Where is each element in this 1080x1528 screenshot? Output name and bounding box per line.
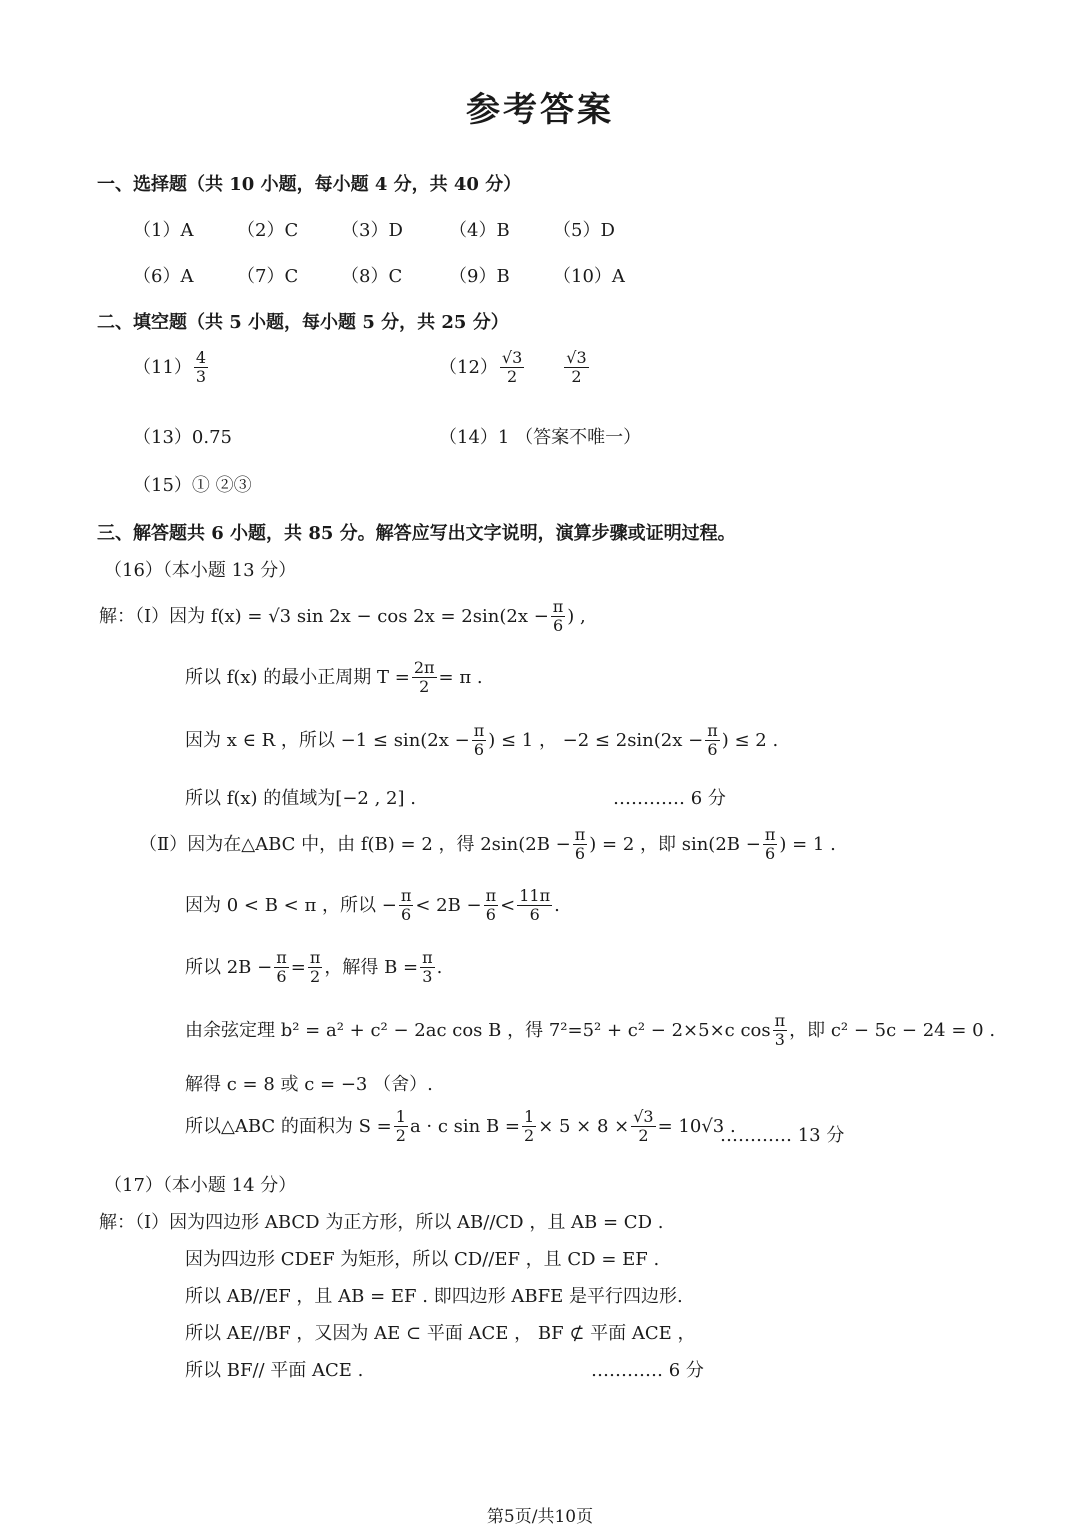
answer-2: （2）C bbox=[237, 220, 299, 241]
q16-line-2: 所以 f(x) 的最小正周期 T = $\frac{2\pi}{2}$ = π . bbox=[185, 658, 483, 697]
fraction: $\frac{√3}{2}$ bbox=[566, 348, 587, 387]
q17-header: （17）（本小题 14 分） bbox=[104, 1175, 297, 1196]
fraction: $\frac{\pi}{6}$ bbox=[552, 597, 564, 636]
page-footer: 第5页/共10页 bbox=[486, 1507, 594, 1527]
q17-line-2: 因为四边形 CDEF 为矩形，所以 CD//EF ，且 CD = EF . bbox=[185, 1249, 660, 1270]
fraction: $\frac{2\pi}{2}$ bbox=[413, 658, 435, 697]
fraction: $\frac{\pi}{6}$ bbox=[276, 948, 287, 987]
answer-9: （9）B bbox=[449, 266, 510, 287]
answer-11-label: （11） bbox=[133, 356, 192, 378]
fraction: $\frac{\pi}{6}$ bbox=[485, 886, 497, 925]
fraction: $\frac{\pi}{6}$ bbox=[764, 825, 776, 864]
answer-6: （6）A bbox=[133, 266, 194, 287]
fraction: $\frac{4}{3}$ bbox=[195, 348, 207, 387]
answer-13: （13）0.75 bbox=[133, 427, 232, 448]
answer-11 bbox=[133, 349, 210, 387]
fraction: $\frac{\pi}{6}$ bbox=[574, 825, 586, 864]
q16-line-4: 所以 f(x) 的值域为[−2 , 2] . bbox=[185, 788, 416, 809]
q16-line-3: 因为 x ∈ R ，所以 −1 ≤ sin(2x − $\frac{\pi}{6}$ ) ≤ 1 ， −2 ≤ 2sin(2x − $\frac{\pi}{6}$ ) ≤ 2 . bbox=[185, 721, 779, 760]
fraction: $\frac{\pi}{3}$ bbox=[774, 1011, 786, 1050]
score-6: ………… 6 分 bbox=[613, 788, 726, 809]
section1-heading: 一、选择题（共 10 小题，每小题 4 分，共 40 分） bbox=[97, 174, 522, 195]
q17-line-5: 所以 BF// 平面 ACE . bbox=[185, 1360, 364, 1381]
q17-line-1: 解：（Ⅰ）因为四边形 ABCD 为正方形，所以 AB//CD ，且 AB = CD . bbox=[99, 1212, 664, 1233]
answer-15: （15）① ②③ bbox=[133, 475, 252, 496]
page-title: 参考答案 bbox=[466, 90, 614, 130]
fraction: $\frac{1}{2}$ bbox=[524, 1107, 535, 1146]
answer-12-label: （12） bbox=[439, 356, 498, 378]
answer-14: （14）1 （答案不唯一） bbox=[439, 427, 642, 448]
q16-line-8: 由余弦定理 b² = a² + c² − 2ac cos B ，得 7²=5² + c² − 2×5×c cos $\frac{\pi}{3}$ ，即 c² − 5c − 24 = 0 . bbox=[185, 1011, 996, 1050]
answer-10: （10）A bbox=[553, 266, 625, 287]
fraction: $\frac{\pi}{3}$ bbox=[422, 948, 433, 987]
fraction: $\frac{√3}{2}$ bbox=[501, 348, 523, 387]
q16-header: （16）（本小题 13 分） bbox=[104, 560, 297, 581]
fraction: $\frac{1}{2}$ bbox=[395, 1107, 406, 1146]
answer-12 bbox=[439, 349, 591, 387]
answer-1: （1）A bbox=[133, 220, 194, 241]
fraction: $\frac{√3}{2}$ bbox=[633, 1107, 654, 1146]
fraction: $\frac{\pi}{6}$ bbox=[707, 721, 718, 760]
score-6b: ………… 6 分 bbox=[591, 1360, 704, 1381]
score-13: ………… 13 分 bbox=[720, 1125, 845, 1146]
answer-5: （5）D bbox=[553, 220, 615, 241]
fraction: $\frac{\pi}{2}$ bbox=[309, 948, 321, 987]
q17-line-4: 所以 AE//BF ，又因为 AE ⊂ 平面 ACE ， BF ⊄ 平面 ACE ， bbox=[185, 1323, 696, 1344]
q16-line-9: 解得 c = 8 或 c = −3 （舍）. bbox=[185, 1074, 433, 1095]
answer-3: （3）D bbox=[341, 220, 403, 241]
q16-line-7: 所以 2B − $\frac{\pi}{6}$ = $\frac{\pi}{2}$ ，解得 B = $\frac{\pi}{3}$ . bbox=[185, 948, 443, 987]
q17-line-3: 所以 AB//EF ，且 AB = EF . 即四边形 ABFE 是平行四边形. bbox=[185, 1286, 683, 1307]
section2-heading: 二、填空题（共 5 小题，每小题 5 分，共 25 分） bbox=[97, 312, 509, 333]
q16-line-6: 因为 0 < B < π ，所以 − $\frac{\pi}{6}$ < 2B − $\frac{\pi}{6}$ < $\frac{11\pi}{6}$ . bbox=[185, 886, 560, 925]
fraction: $\frac{\pi}{6}$ bbox=[473, 721, 485, 760]
answer-8: （8）C bbox=[341, 266, 403, 287]
answer-7: （7）C bbox=[237, 266, 299, 287]
section3-heading: 三、解答题共 6 小题，共 85 分。解答应写出文字说明，演算步骤或证明过程。 bbox=[97, 523, 736, 544]
q16-line-10: 所以△ABC 的面积为 S = $\frac{1}{2}$ a · c sin B = $\frac{1}{2}$ × 5 × 8 × $\frac{√3}{2}$ = 10√3 . bbox=[185, 1107, 736, 1146]
fraction: $\frac{11\pi}{6}$ bbox=[519, 886, 551, 925]
q16-line-1: 解：（Ⅰ）因为 f(x) = √3 sin 2x − cos 2x = 2sin(2x − $\frac{\pi}{6}$ ) , bbox=[99, 597, 586, 636]
q16-line-5: （Ⅱ）因为在△ABC 中，由 f(B) = 2 ，得 2sin(2B − $\frac{\pi}{6}$ ) = 2 ，即 sin(2B − $\frac{\pi}{6}$ ) = 1 . bbox=[139, 825, 836, 864]
answer-4: （4）B bbox=[449, 220, 510, 241]
fraction: $\frac{\pi}{6}$ bbox=[400, 886, 412, 925]
